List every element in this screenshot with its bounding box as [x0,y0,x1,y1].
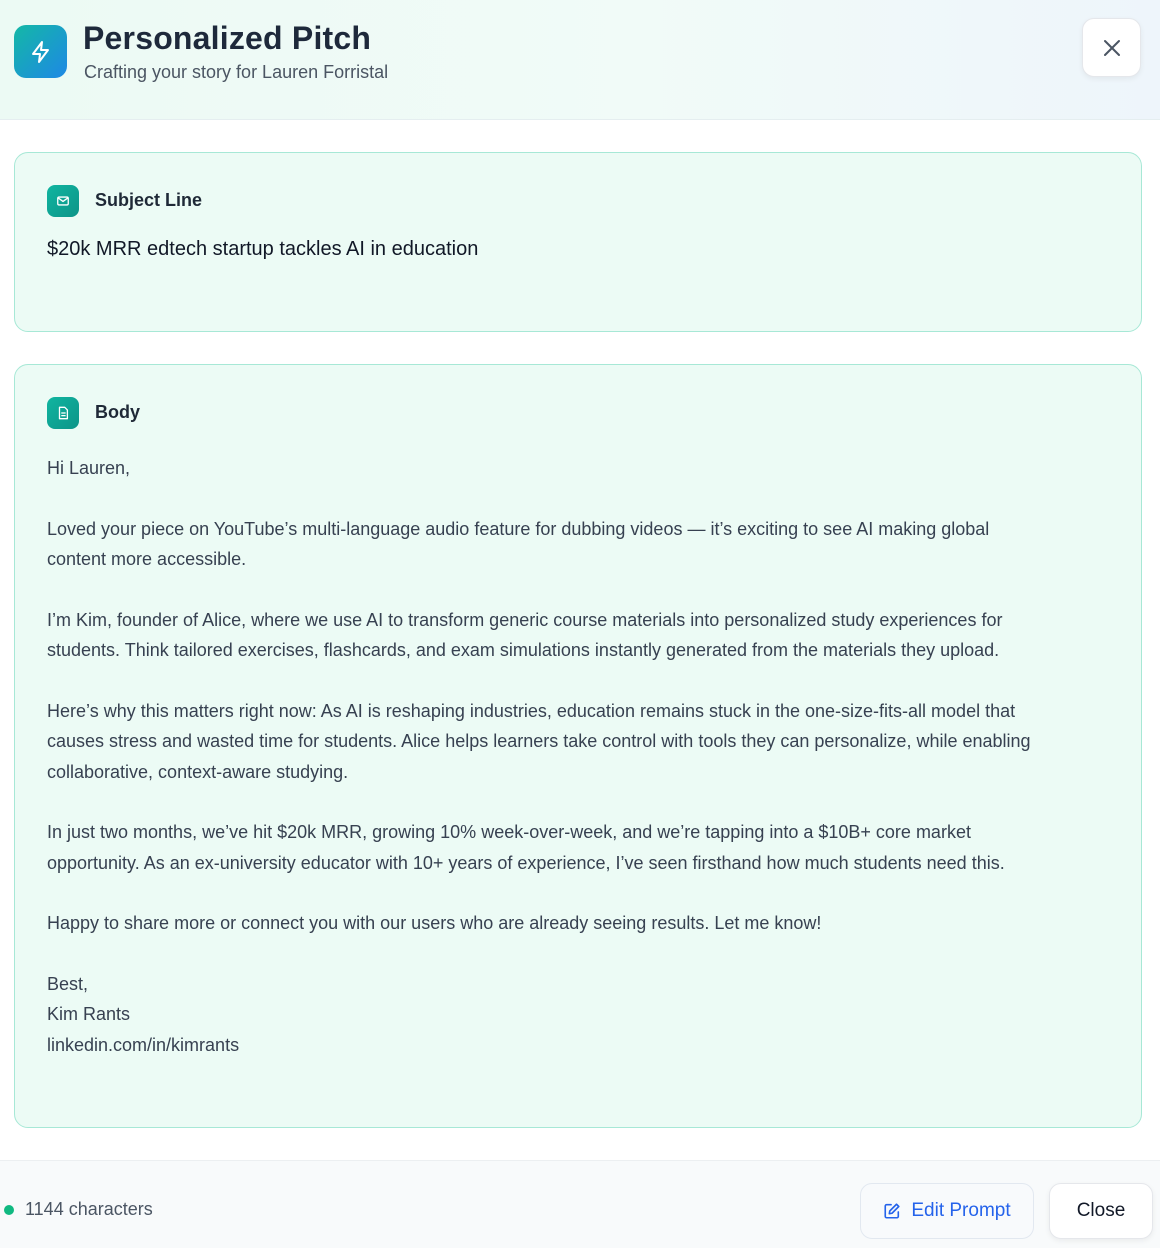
body-line: content more accessible. [47,549,247,569]
edit-prompt-button[interactable] [860,1183,1034,1239]
mail-icon [47,185,79,217]
paragraph-gap [47,484,1117,514]
body-line: students. Think tailored exercises, flashcards, and exam simulations instantly generated from the materials they upload. [47,640,1000,660]
body-line: collaborative, context-aware studying. [47,761,349,782]
modal-header [0,0,1160,120]
lightning-icon [14,25,67,78]
body-line: Hi Lauren, [47,458,131,478]
paragraph-gap [47,787,1117,817]
status-dot [4,1205,14,1215]
close-label: Close [1076,1200,1126,1221]
body-label: Body [95,402,140,422]
paragraph-gap [47,878,1117,908]
body-text[interactable] [47,453,1117,1060]
close-modal-button[interactable] [1082,18,1141,77]
paragraph-gap [47,666,1117,696]
body-line: Loved your piece on YouTube’s multi-language audio feature for dubbing videos — it’s exciting to see AI making global [47,518,990,539]
edit-prompt-label: Edit Prompt [911,1200,1011,1221]
page-title: Personalized Pitch [83,20,372,56]
body-line: Here’s why this matters right now: As AI is reshaping industries, education remains stuck in the one-size-fits-all model that [47,700,1016,721]
character-count: 1144 characters [25,1199,153,1219]
close-icon [1102,38,1122,58]
document-icon [47,397,79,429]
body-card [14,364,1142,1128]
body-line: I’m Kim, founder of Alice, where we use AI to transform generic course materials into personalized study experiences for [47,609,1003,630]
paragraph-gap [47,939,1117,969]
body-line: Best, [47,973,89,994]
modal-footer [0,1160,1160,1248]
body-line: linkedin.com/in/kimrants [47,1034,240,1055]
subject-card [14,152,1142,332]
body-line: causes stress and wasted time for students. Alice helps learners take control with tools they can personalize, while enabling [47,731,1031,751]
subject-text[interactable]: $20k MRR edtech startup tackles AI in education [47,238,479,260]
close-button[interactable] [1049,1183,1153,1239]
body-line: Happy to share more or connect you with our users who are already seeing results. Let me know! [47,913,822,933]
edit-icon [883,1202,901,1220]
body-line: Kim Rants [47,1004,131,1024]
paragraph-gap [47,575,1117,605]
body-line: In just two months, we’ve hit $20k MRR, growing 10% week-over-week, and we’re tapping into a $10B+ core market [47,822,971,842]
page-subtitle: Crafting your story for Lauren Forristal [84,62,389,82]
subject-label: Subject Line [95,190,203,210]
body-line: opportunity. As an ex-university educator with 10+ years of experience, I’ve seen firsthand how much students need this. [47,852,1005,873]
